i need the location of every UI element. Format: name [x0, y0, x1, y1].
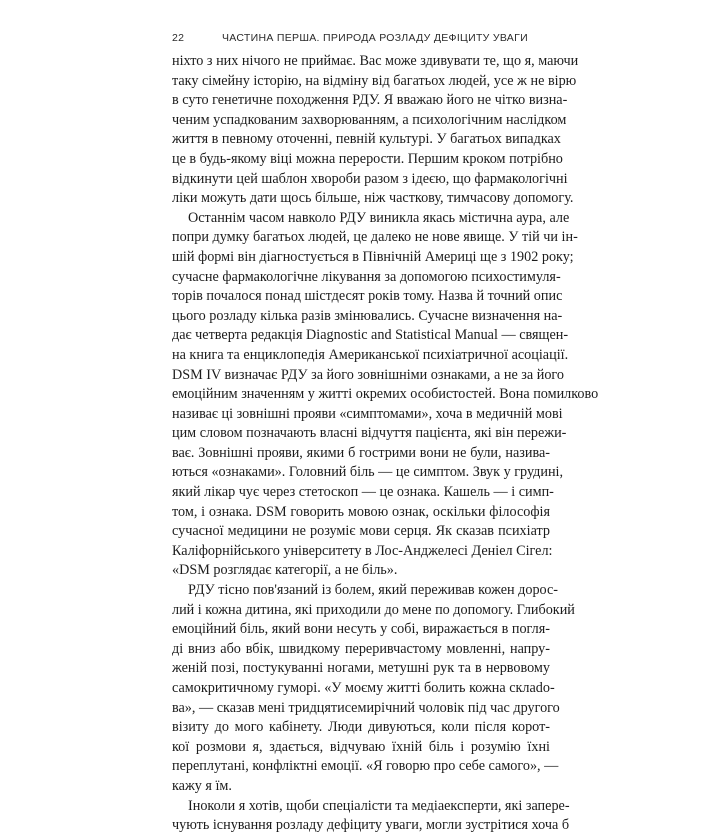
text-line: лий і кожна дитина, які приходили до мене по допомогу. Глибокий — [172, 601, 575, 618]
text-line: сучасної медицини не розуміє мови серця. Як сказав психіатр — [172, 523, 550, 540]
text-line: самокритичному гуморі. «У моєму житті болить кожна склado- — [172, 680, 555, 696]
text-line: Останнім часом навколо РДУ виникла якась містична аура, але — [188, 209, 570, 226]
text-line: дає четверта редакція Diagnostic and Statistical Manual — священ- — [172, 327, 569, 344]
text-line: в суто генетичне походження РДУ. Я вважаю його не чітко визна- — [172, 92, 568, 109]
text-line: ченим успадкованим захворюванням, а психологічним наслідком — [172, 111, 567, 128]
text-line: ді вниз або вбік, швидкому переривчастому мовленні, напру- — [172, 640, 550, 657]
text-line: Іноколи я хотів, щоби спеціалісти та медіаексперти, які запере- — [188, 797, 570, 814]
text-line: таку сімейну історію, на відміну від багатьох людей, усе ж не вірю — [172, 72, 577, 89]
text-line: том, і ознака. DSM говорить мовою ознак, оскільки філософія — [172, 503, 550, 520]
text-line: ліки можуть дати щось більше, ніж часткову, тимчасову допомогу. — [172, 190, 574, 207]
section-title: ЧАСТИНА ПЕРША. ПРИРОДА РОЗЛАДУ ДЕФІЦИТУ УВАГИ — [222, 32, 528, 44]
text-line: женій позі, постукуванні ногами, метушні рук та в нервовому — [172, 660, 550, 677]
page-number: 22 — [172, 32, 185, 44]
paragraph — [172, 581, 575, 797]
text-line: чують існування розладу дефіциту уваги, могли зустрітися хоча б — [172, 817, 570, 834]
text-line: називає ці зовнішні прояви «симптомами», хоча в медичній мові — [172, 405, 563, 422]
text-line: ва», — сказав мені тридцятисемирічний чоловік під час другого — [172, 699, 560, 716]
text-line: «DSM розглядає категорії, а не біль». — [172, 562, 398, 579]
text-line: емоційний біль, який вони несуть у собі, виражається в погля- — [172, 621, 550, 638]
text-line: ніхто з них нічого не приймає. Вас може здивувати те, що я, маючи — [172, 53, 579, 69]
text-line: це в будь-якому віці можна перерости. Першим кроком потрібно — [172, 150, 563, 167]
text-line: ються «ознаками». Головний біль — це симптом. Звук у грудині, — [172, 464, 564, 481]
text-line: на книга та енциклопедія Американської психіатричної асоціації. — [172, 346, 569, 363]
paragraph — [172, 209, 599, 581]
text-line: Каліфорнійського університету в Лос-Анджелесі Деніел Сігел: — [172, 542, 553, 559]
text-line: цього розладу кілька разів змінювались. Сучасне визначення на- — [172, 307, 563, 324]
text-line: торів почалося понад шістдесят років тому. Назва й точний опис — [172, 288, 563, 305]
text-line: попри думку багатьох людей, це далеко не нове явище. У тій чи ін- — [172, 229, 578, 246]
running-head — [172, 32, 552, 44]
text-line: переплутані, конфліктні емоції. «Я говорю про себе самого», — — [172, 758, 559, 775]
text-line: цим словом позначають власні відчуття пацієнта, які він пережи- — [172, 425, 567, 442]
text-line: сучасне фармакологічне лікування за допомогою психостимуля- — [172, 268, 561, 285]
text-line: ває. Зовнішні прояви, якими б гострими вони не були, назива- — [172, 444, 550, 461]
text-line: шій формі він діагностується в Північній Америці ще з 1902 року; — [172, 248, 574, 265]
paragraph — [172, 52, 579, 209]
text-line: РДУ тісно пов'язаний із болем, який переживав кожен дорос- — [188, 582, 559, 599]
text-line: емоційним значенням у житті окремих особистостей. Вона помилково — [172, 386, 599, 403]
text-line: кої розмови я, здається, відчуваю їхній біль і розумію їхні — [172, 738, 550, 755]
text-line: життя в певному оточенні, певній культурі. У багатьох випадках — [172, 131, 561, 148]
text-line: візиту до мого кабінету. Люди дивуються, коли після корот- — [172, 719, 550, 736]
paragraph — [172, 797, 570, 836]
text-line: відкинути цей шаблон хвороби разом з ідеєю, що фармакологічні — [172, 170, 568, 187]
text-line: кажу я їм. — [172, 777, 232, 794]
text-line: DSM IV визначає РДУ за його зовнішніми ознаками, а не за його — [172, 366, 564, 383]
text-line: який лікар чує через стетоскоп — це ознака. Кашель — і симп- — [172, 484, 554, 501]
body-text — [172, 52, 599, 836]
